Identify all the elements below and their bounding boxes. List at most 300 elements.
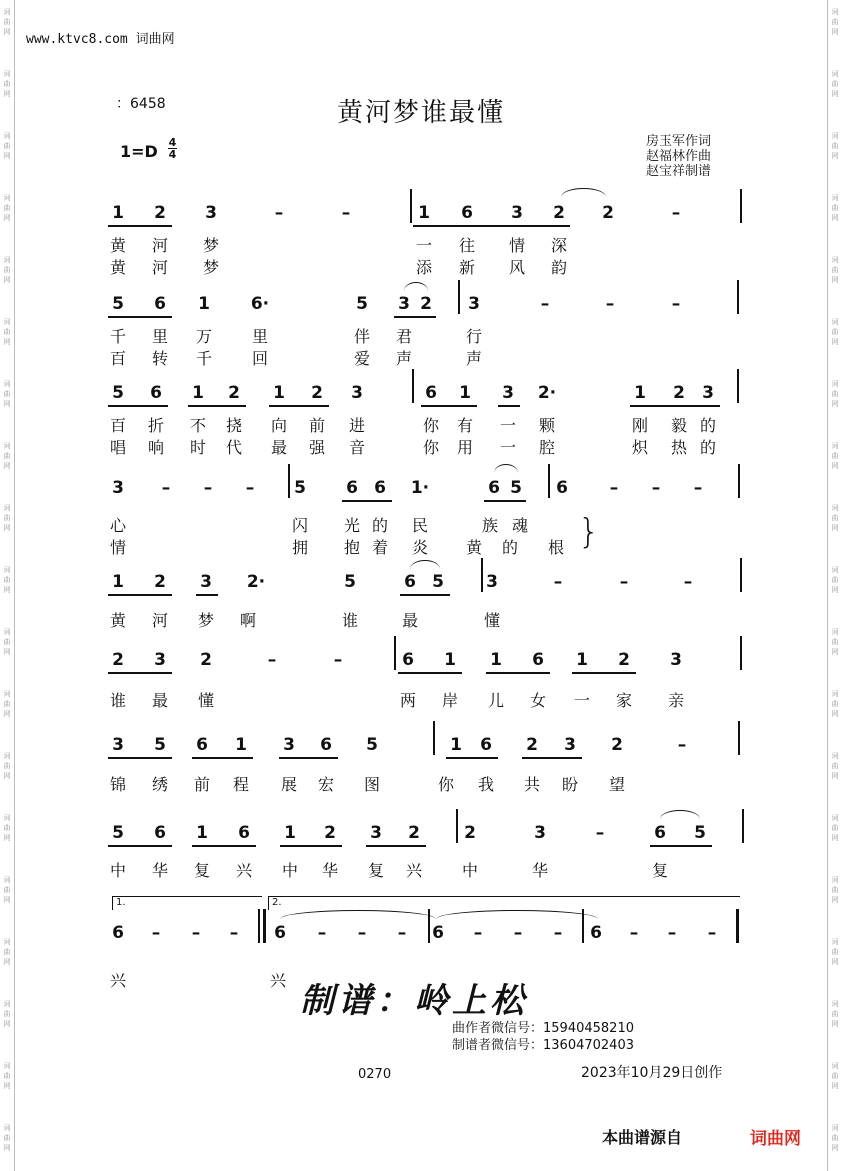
note: 1	[576, 650, 588, 670]
note: 1	[634, 383, 646, 403]
watermark-glyph: 曲	[3, 204, 11, 212]
lyric-syllable: 梦	[197, 611, 215, 630]
bar-line	[737, 369, 739, 403]
note: –	[619, 572, 629, 592]
lyric-syllable: 心	[109, 516, 127, 535]
note: 2	[602, 203, 614, 223]
note: –	[191, 923, 201, 943]
watermark-glyph: 曲	[831, 390, 839, 398]
note: 3	[200, 572, 212, 592]
beam-underline	[572, 672, 636, 674]
creation-date: 2023年10月29日创作	[581, 1065, 723, 1081]
lyric-syllable: 根	[547, 538, 565, 557]
lyric-syllable: 展	[280, 775, 298, 794]
slur-tie	[494, 464, 518, 473]
note: –	[317, 923, 327, 943]
note: –	[229, 923, 239, 943]
time-signature	[168, 137, 177, 160]
watermark-glyph: 词	[3, 690, 11, 698]
watermark-glyph: 词	[3, 1062, 11, 1070]
watermark-glyph: 网	[3, 586, 11, 594]
lyric-syllable: 族	[481, 516, 499, 535]
composer-credit: 赵福林作曲	[646, 149, 712, 164]
beam-underline	[446, 757, 498, 759]
bar-line	[740, 189, 742, 223]
watermark-glyph: 网	[3, 338, 11, 346]
lyric-syllable: 情	[508, 236, 526, 255]
note: –	[203, 478, 213, 498]
lyric-syllable: 音	[348, 438, 366, 457]
lyric-syllable: 绣	[151, 775, 169, 794]
lyric-syllable: 河	[151, 258, 169, 277]
beam-underline	[428, 594, 450, 596]
beam-underline	[269, 405, 329, 407]
watermark-glyph: 网	[3, 462, 11, 470]
repeat-bar-line	[258, 909, 260, 943]
lyric-syllable: 强	[308, 438, 326, 457]
note: 5	[356, 294, 368, 314]
note: –	[683, 572, 693, 592]
lyric-syllable: 儿	[487, 691, 505, 710]
note: 6	[374, 478, 386, 498]
watermark-glyph: 词	[3, 132, 11, 140]
note: –	[513, 923, 523, 943]
watermark-glyph: 网	[831, 28, 839, 36]
watermark-glyph: 网	[831, 648, 839, 656]
note: 5	[112, 823, 124, 843]
lyric-syllable: 千	[109, 327, 127, 346]
source-label: 本曲谱源自	[602, 1128, 683, 1147]
lyric-syllable: 进	[348, 416, 366, 435]
arranger-wechat: 制谱者微信号：13604702403	[452, 1038, 634, 1053]
watermark-glyph: 曲	[3, 514, 11, 522]
note: 6	[404, 572, 416, 592]
watermark-glyph: 网	[3, 90, 11, 98]
note: –	[341, 203, 351, 223]
watermark-glyph: 曲	[3, 886, 11, 894]
watermark-glyph: 词	[831, 442, 839, 450]
note: 6	[556, 478, 568, 498]
watermark-glyph: 曲	[3, 762, 11, 770]
note: 6	[488, 478, 500, 498]
lyric-syllable: 黄	[109, 611, 127, 630]
bar-line	[288, 464, 290, 498]
watermark-glyph: 网	[831, 710, 839, 718]
watermark-glyph: 网	[831, 1144, 839, 1152]
watermark-glyph: 词	[831, 504, 839, 512]
lyric-syllable: 华	[321, 861, 339, 880]
lyric-syllable: 最	[270, 438, 288, 457]
note: –	[245, 478, 255, 498]
lyric-syllable: 万	[195, 327, 213, 346]
watermark-glyph: 曲	[831, 328, 839, 336]
lyric-syllable: 唱	[109, 438, 127, 457]
note: 6	[402, 650, 414, 670]
watermark-glyph: 词	[831, 566, 839, 574]
lyric-syllable: 用	[456, 438, 474, 457]
lyric-syllable: 梦	[202, 236, 220, 255]
note: 1	[490, 650, 502, 670]
lyric-syllable: 挠	[225, 416, 243, 435]
lyric-syllable: 魂	[511, 516, 529, 535]
site-url[interactable]: www.ktvc8.com	[26, 32, 128, 47]
note: –	[540, 294, 550, 314]
note: 1	[284, 823, 296, 843]
note: 1·	[410, 478, 430, 498]
composer-wechat: 曲作者微信号：15940458210	[452, 1021, 634, 1036]
note: 2	[420, 294, 432, 314]
lyric-syllable: 兴	[109, 971, 127, 990]
watermark-glyph: 词	[3, 1124, 11, 1132]
watermark-glyph: 词	[831, 1000, 839, 1008]
source-brand-link[interactable]: 词曲网	[750, 1129, 801, 1149]
lyric-syllable: 毅	[670, 416, 688, 435]
watermark-glyph: 曲	[831, 1010, 839, 1018]
note: –	[707, 923, 717, 943]
site-name[interactable]: 词曲网	[135, 32, 175, 47]
lyric-syllable: 里	[151, 327, 169, 346]
beam-underline	[192, 757, 253, 759]
note: 6	[112, 923, 124, 943]
watermark-glyph: 词	[831, 318, 839, 326]
lyric-syllable: 兴	[235, 861, 253, 880]
watermark-glyph: 词	[3, 1000, 11, 1008]
lyric-syllable: 添	[415, 258, 433, 277]
note: 3	[511, 203, 523, 223]
lyric-syllable: 闪	[291, 516, 309, 535]
lyric-syllable: 行	[465, 327, 483, 346]
note: 2	[311, 383, 323, 403]
note: 3	[112, 735, 124, 755]
lyric-syllable: 代	[225, 438, 243, 457]
watermark-glyph: 词	[3, 628, 11, 636]
lyric-syllable: 不	[189, 416, 207, 435]
note: 3	[205, 203, 217, 223]
note: 3	[564, 735, 576, 755]
beam-underline	[108, 316, 172, 318]
watermark-glyph: 词	[831, 70, 839, 78]
beam-underline	[398, 672, 462, 674]
lyric-syllable: 锦	[109, 775, 127, 794]
note: –	[473, 923, 483, 943]
note: 2	[154, 203, 166, 223]
slur-tie	[410, 560, 440, 569]
note: 3	[370, 823, 382, 843]
watermark-glyph: 曲	[831, 142, 839, 150]
note: 3	[670, 650, 682, 670]
lyric-syllable: 谁	[341, 611, 359, 630]
watermark-glyph: 词	[831, 938, 839, 946]
bar-line	[738, 721, 740, 755]
lyric-syllable: 声	[465, 349, 483, 368]
lyric-syllable: 懂	[197, 691, 215, 710]
note: 6	[425, 383, 437, 403]
watermark-glyph: 网	[831, 400, 839, 408]
watermark-glyph: 词	[3, 318, 11, 326]
bar-line	[412, 369, 414, 403]
note: 6	[150, 383, 162, 403]
volta-bracket-tick	[112, 896, 113, 910]
watermark-glyph: 词	[3, 442, 11, 450]
watermark-glyph: 曲	[3, 1072, 11, 1080]
note: 6	[346, 478, 358, 498]
watermark-glyph: 曲	[831, 266, 839, 274]
watermark-glyph: 曲	[3, 266, 11, 274]
lyric-syllable: 爱	[353, 349, 371, 368]
note: 6	[590, 923, 602, 943]
lyric-syllable: 兴	[405, 861, 423, 880]
watermark-glyph: 网	[831, 1082, 839, 1090]
key-signature: 1=D	[120, 142, 158, 161]
note: 6	[654, 823, 666, 843]
watermark-glyph: 词	[831, 814, 839, 822]
lyric-syllable: 两	[399, 691, 417, 710]
credits	[646, 134, 711, 179]
lyric-syllable: 情	[109, 538, 127, 557]
note: 6	[274, 923, 286, 943]
lyric-syllable: 最	[401, 611, 419, 630]
beam-underline	[690, 845, 712, 847]
watermark-glyph: 曲	[3, 824, 11, 832]
note: 2	[408, 823, 420, 843]
arranger-credit: 赵宝祥制谱	[646, 164, 712, 179]
watermark-glyph: 曲	[831, 824, 839, 832]
note: 3	[154, 650, 166, 670]
note: 3	[351, 383, 363, 403]
lyric-syllable: 百	[109, 416, 127, 435]
note: 6	[196, 735, 208, 755]
watermark-glyph: 曲	[831, 762, 839, 770]
beam-underline	[108, 405, 168, 407]
bar-line	[548, 464, 550, 498]
note: 5	[112, 294, 124, 314]
note: 3	[486, 572, 498, 592]
note: 6	[154, 823, 166, 843]
note: –	[267, 650, 277, 670]
note: 6	[461, 203, 473, 223]
watermark-glyph: 曲	[831, 700, 839, 708]
watermark-glyph: 网	[3, 648, 11, 656]
watermark-glyph: 网	[3, 772, 11, 780]
lyric-syllable: 的	[501, 538, 519, 557]
watermark-glyph: 网	[3, 400, 11, 408]
watermark-glyph: 词	[831, 752, 839, 760]
note: 2	[673, 383, 685, 403]
lyric-syllable: 河	[151, 236, 169, 255]
score-number: ：6458	[116, 96, 166, 112]
note: –	[161, 478, 171, 498]
watermark-glyph: 曲	[3, 452, 11, 460]
beam-underline	[486, 672, 550, 674]
watermark-glyph: 词	[3, 876, 11, 884]
beam-underline	[522, 757, 582, 759]
lyric-syllable: 我	[477, 775, 495, 794]
lyric-syllable: 回	[251, 349, 269, 368]
beam-underline	[196, 594, 218, 596]
watermark-glyph: 曲	[831, 576, 839, 584]
note: 6	[154, 294, 166, 314]
site-header[interactable]	[26, 28, 175, 47]
note: 1	[198, 294, 210, 314]
lyricist-credit: 房玉军作词	[646, 134, 712, 149]
note: 1	[444, 650, 456, 670]
note: 1	[235, 735, 247, 755]
beam-underline	[279, 757, 338, 759]
bar-line	[742, 809, 744, 843]
note: –	[397, 923, 407, 943]
watermark-glyph: 网	[3, 214, 11, 222]
slur-tie	[660, 810, 700, 819]
lyric-syllable: 的	[699, 438, 717, 457]
watermark-glyph: 词	[3, 814, 11, 822]
note: –	[553, 923, 563, 943]
watermark-glyph: 曲	[3, 80, 11, 88]
watermark-glyph: 词	[3, 938, 11, 946]
note: 3	[398, 294, 410, 314]
note: 1	[192, 383, 204, 403]
lyric-brace: }	[578, 512, 600, 552]
lyric-syllable: 往	[458, 236, 476, 255]
note: 2	[154, 572, 166, 592]
lyric-syllable: 你	[422, 416, 440, 435]
watermark-glyph: 网	[831, 338, 839, 346]
bar-line	[737, 280, 739, 314]
bar-line	[458, 280, 460, 314]
watermark-glyph: 网	[3, 958, 11, 966]
watermark-glyph: 词	[831, 380, 839, 388]
lyric-syllable: 你	[422, 438, 440, 457]
beam-underline	[192, 845, 256, 847]
lyric-syllable: 里	[251, 327, 269, 346]
volta-bracket	[112, 896, 262, 897]
beam-underline	[498, 405, 520, 407]
watermark-glyph: 网	[3, 152, 11, 160]
lyric-syllable: 韵	[550, 258, 568, 277]
bar-line	[433, 721, 435, 755]
watermark-glyph: 曲	[3, 638, 11, 646]
watermark-glyph: 网	[3, 28, 11, 36]
note: 5	[694, 823, 706, 843]
watermark-glyph: 曲	[3, 18, 11, 26]
note: –	[357, 923, 367, 943]
left-watermark-strip	[0, 0, 15, 1171]
lyric-syllable: 黄	[109, 236, 127, 255]
beam-underline	[669, 405, 720, 407]
watermark-glyph: 网	[831, 896, 839, 904]
lyric-syllable: 新	[458, 258, 476, 277]
watermark-glyph: 网	[831, 90, 839, 98]
note: 3	[112, 478, 124, 498]
note: –	[651, 478, 661, 498]
lyric-syllable: 盼	[561, 775, 579, 794]
watermark-glyph: 词	[3, 504, 11, 512]
note: 5	[154, 735, 166, 755]
watermark-glyph: 曲	[3, 948, 11, 956]
note: 5	[294, 478, 306, 498]
bar-line	[410, 189, 412, 223]
lyric-syllable: 中	[281, 861, 299, 880]
lyric-syllable: 啊	[239, 611, 257, 630]
slur-tie	[561, 188, 606, 197]
lyric-syllable: 女	[529, 691, 547, 710]
note: 6·	[250, 294, 270, 314]
beam-underline	[108, 594, 172, 596]
lyric-syllable: 折	[147, 416, 165, 435]
watermark-glyph: 曲	[831, 514, 839, 522]
lyric-syllable: 百	[109, 349, 127, 368]
watermark-glyph: 词	[831, 690, 839, 698]
lyric-syllable: 着	[371, 538, 389, 557]
volta-bracket-tick	[268, 896, 269, 910]
slur-tie	[280, 910, 436, 919]
lyric-syllable: 黄	[109, 258, 127, 277]
watermark-glyph: 词	[3, 256, 11, 264]
watermark-glyph: 曲	[831, 1072, 839, 1080]
lyric-syllable: 民	[411, 516, 429, 535]
watermark-glyph: 网	[831, 214, 839, 222]
lyric-syllable: 图	[363, 775, 381, 794]
watermark-glyph: 词	[831, 132, 839, 140]
watermark-glyph: 网	[3, 524, 11, 532]
lyric-syllable: 风	[508, 258, 526, 277]
note: 2	[200, 650, 212, 670]
watermark-glyph: 网	[831, 958, 839, 966]
note: –	[553, 572, 563, 592]
note: 6	[432, 923, 444, 943]
watermark-glyph: 曲	[831, 18, 839, 26]
lyric-syllable: 君	[395, 327, 413, 346]
note: –	[609, 478, 619, 498]
lyric-syllable: 伴	[353, 327, 371, 346]
wechat-contacts	[452, 1020, 634, 1054]
note: 2	[618, 650, 630, 670]
watermark-glyph: 词	[831, 628, 839, 636]
note: 1	[112, 203, 124, 223]
lyric-syllable: 一	[415, 236, 433, 255]
watermark-glyph: 曲	[3, 576, 11, 584]
note: 5	[510, 478, 522, 498]
lyric-syllable: 梦	[202, 258, 220, 277]
note: 1	[273, 383, 285, 403]
watermark-glyph: 曲	[831, 1134, 839, 1142]
watermark-glyph: 曲	[831, 204, 839, 212]
lyric-syllable: 复	[367, 861, 385, 880]
slur-tie	[404, 282, 428, 291]
volta-number: 1.	[116, 897, 126, 908]
watermark-glyph: 词	[831, 256, 839, 264]
note: –	[671, 294, 681, 314]
lyric-syllable: 时	[189, 438, 207, 457]
beam-underline	[421, 405, 477, 407]
watermark-glyph: 曲	[3, 328, 11, 336]
watermark-glyph: 网	[831, 1020, 839, 1028]
watermark-glyph: 词	[3, 194, 11, 202]
watermark-glyph: 词	[831, 8, 839, 16]
lyric-syllable: 华	[531, 861, 549, 880]
beam-underline	[108, 672, 172, 674]
watermark-glyph: 曲	[831, 638, 839, 646]
note: 3	[534, 823, 546, 843]
watermark-glyph: 网	[831, 462, 839, 470]
note: –	[151, 923, 161, 943]
lyric-syllable: 颗	[538, 416, 556, 435]
watermark-glyph: 词	[831, 876, 839, 884]
lyric-syllable: 懂	[483, 611, 501, 630]
watermark-glyph: 曲	[3, 1010, 11, 1018]
watermark-glyph: 曲	[3, 390, 11, 398]
watermark-glyph: 曲	[3, 700, 11, 708]
note: –	[274, 203, 284, 223]
